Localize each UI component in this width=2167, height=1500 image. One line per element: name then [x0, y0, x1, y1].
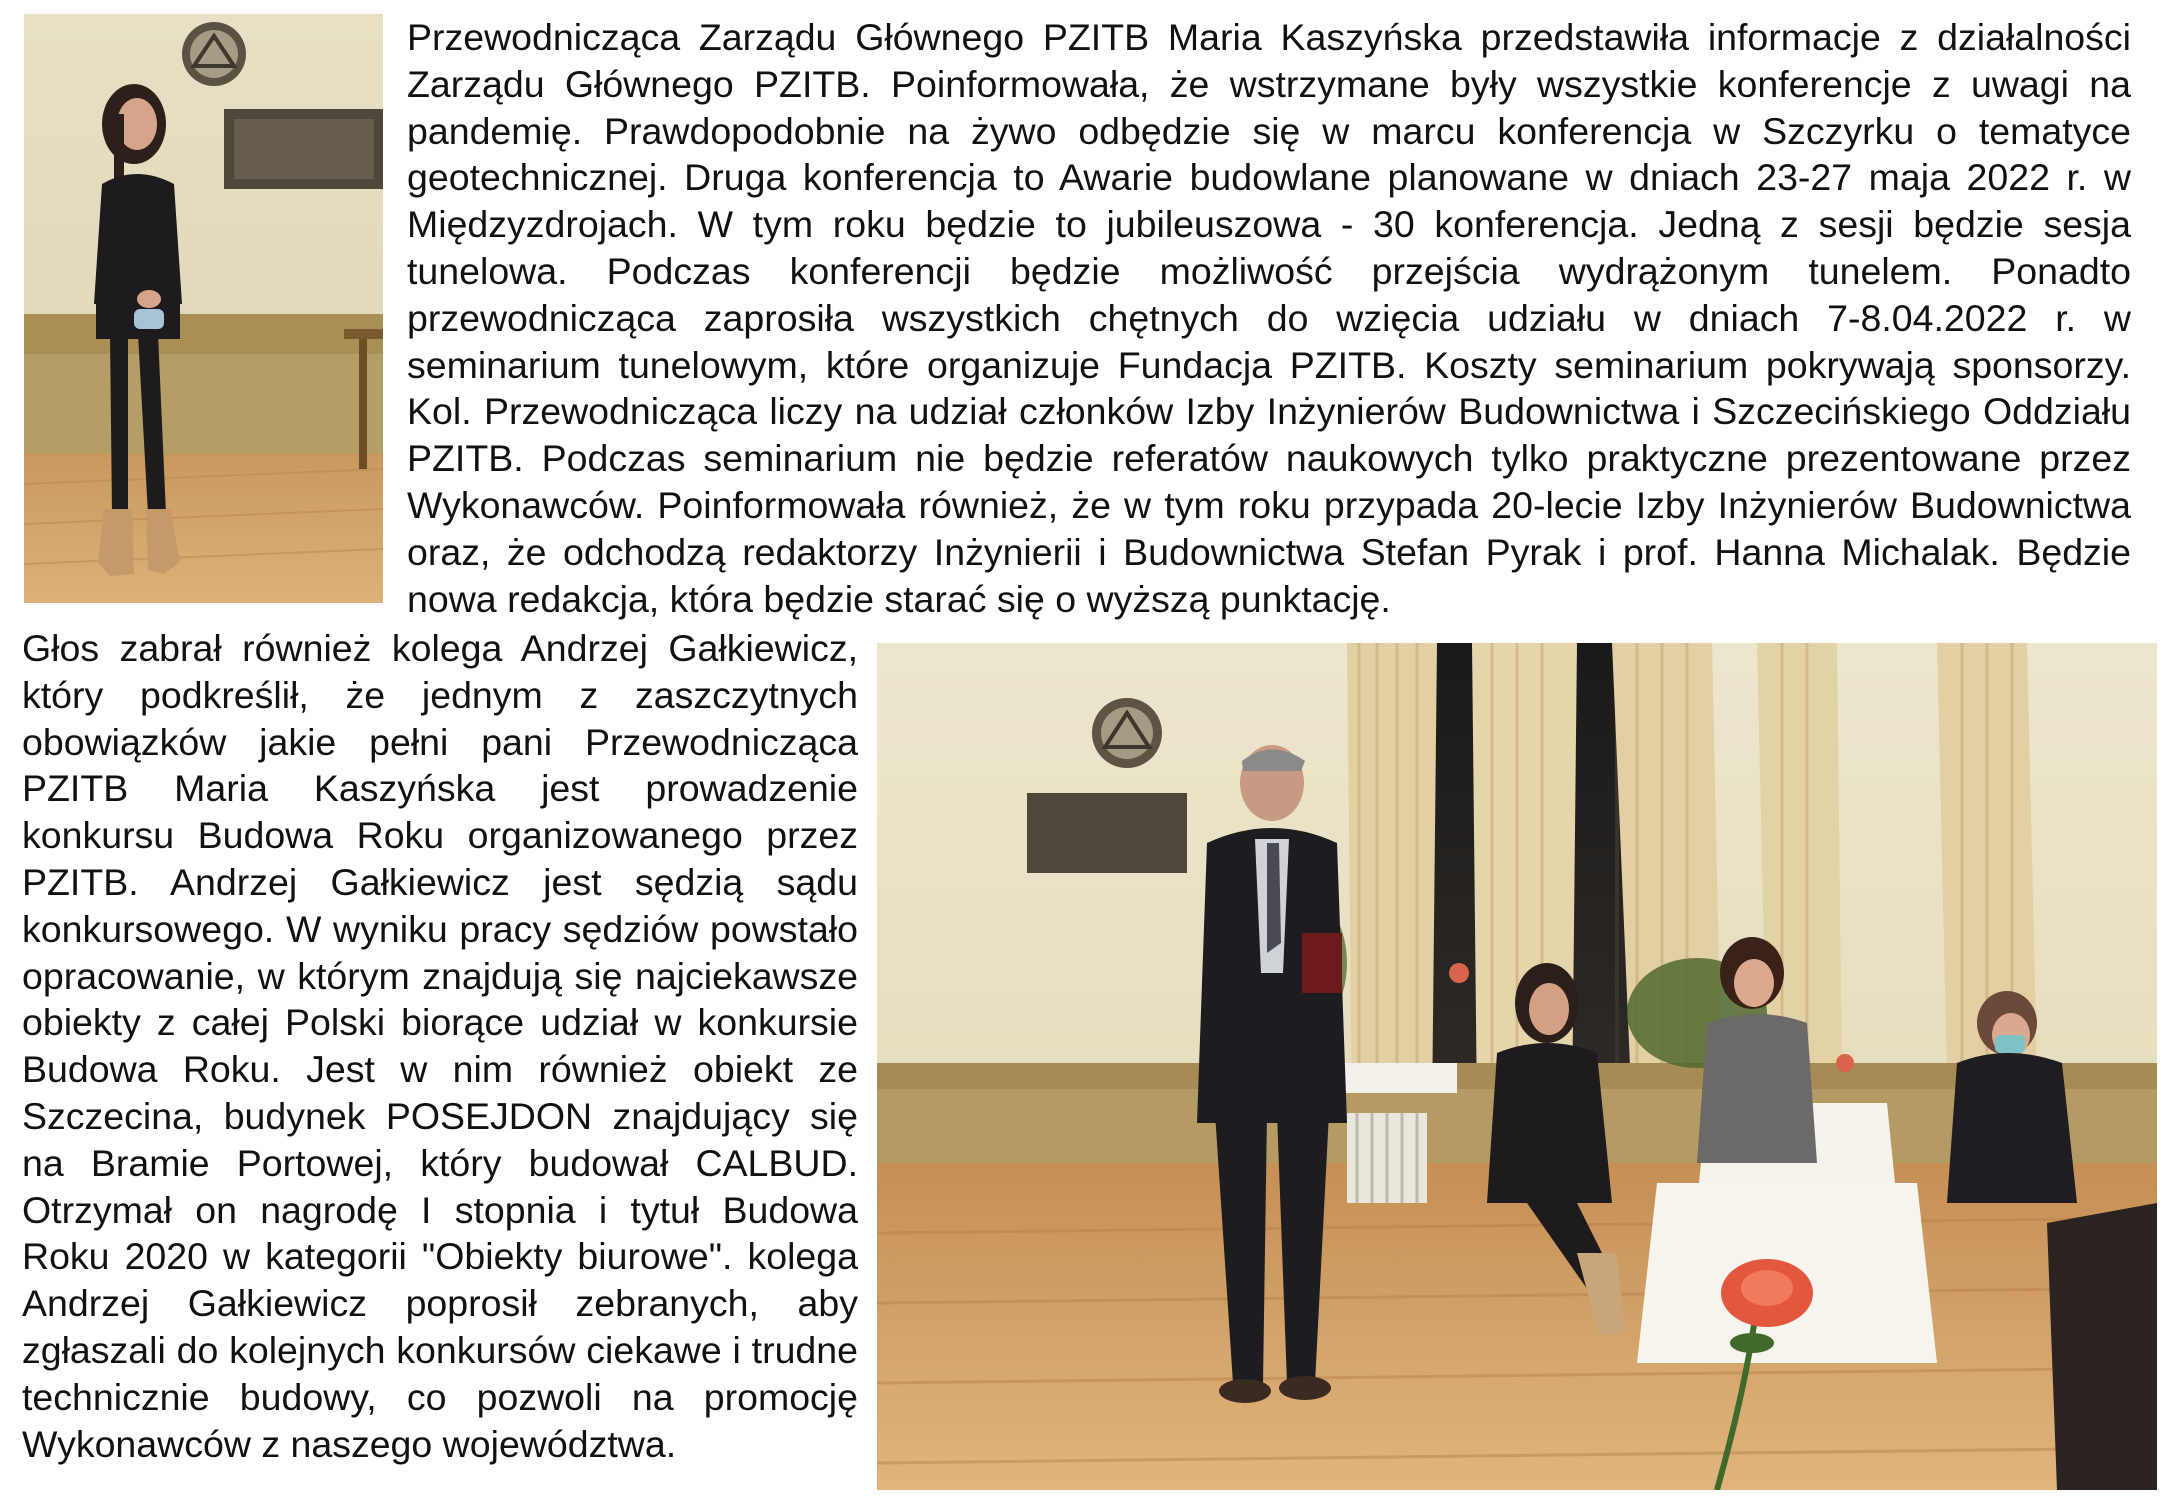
article-paragraph-top: Przewodnicząca Zarządu Głównego PZITB Maria Kaszyńska przedstawiła informacje z działalności Zarządu Głównego PZITB. Poinformowała, że wstrzymane były wszystkie konferencje z uwagi na pandemię. Prawdopodobnie na żywo odbędzie się w marcu konferencja w Szczyrku o tematyce geotechnicznej. Druga konferencja to Awarie budowlane planowane w dniach 23-27 maja 2022 r. w Międzyzdrojach. W tym roku będzie to jubileuszowa - 30 konferencja. Jedną z sesji będzie sesja tunelowa. Podczas konferencji będzie możliwość przejścia wydrążonym tunelem. Ponadto przewodnicząca zaprosiła wszystkich chętnych do wzięcia udziału w dniach 7-8.04.2022 r. w seminarium tunelowym, które organizuje Fundacja PZITB. Koszty seminarium pokrywają sponsorzy. Kol. Przewodnicząca liczy na udział członków Izby Inżynierów Budownictwa i Szczecińskiego Oddziału PZITB. Podczas seminarium nie będzie referatów naukowych tylko praktyczne prezentowane przez Wykonawców. Poinformowała również, że w tym roku przypada 20-lecie Izby Inżynierów Budownictwa oraz, że odchodzą redaktorzy Inżynierii i Budownictwa Stefan Pyrak i prof. Hanna Michalak. Będzie nowa redakcja, która będzie starać się o wyższą punktację.	[407, 16, 2131, 620]
photo-woman-speaking	[24, 14, 383, 603]
photo-woman-speaking-image	[24, 14, 383, 603]
photo-meeting-room-image	[877, 643, 2157, 1490]
article-paragraph-bottom: Głos zabrał również kolega Andrzej Gałkiewicz, który podkreślił, że jednym z zaszczytnych obowiązków jakie pełni pani Przewodnicząca PZITB Maria Kaszyńska jest prowadzenie konkursu Budowa Roku organizowanego przez PZITB. Andrzej Gałkiewicz jest sędzią sądu konkursowego. W wyniku pracy sędziów powstało opracowanie, w którym znajdują się najciekawsze obiekty z całej Polski biorące udział w konkursie Budowa Roku. Jest w nim również obiekt ze Szczecina, budynek POSEJDON znajdujący się na Bramie Portowej, który budował CALBUD. Otrzymał on nagrodę I stopnia i tytuł Budowa Roku 2020 w kategorii "Obiekty biurowe". kolega Andrzej Gałkiewicz poprosił zebranych, aby zgłaszali do kolejnych konkursów ciekawe i trudne technicznie budowy, co pozwoli na promocję Wykonawców z naszego województwa.	[22, 627, 858, 1465]
photo-meeting-room	[877, 643, 2157, 1490]
